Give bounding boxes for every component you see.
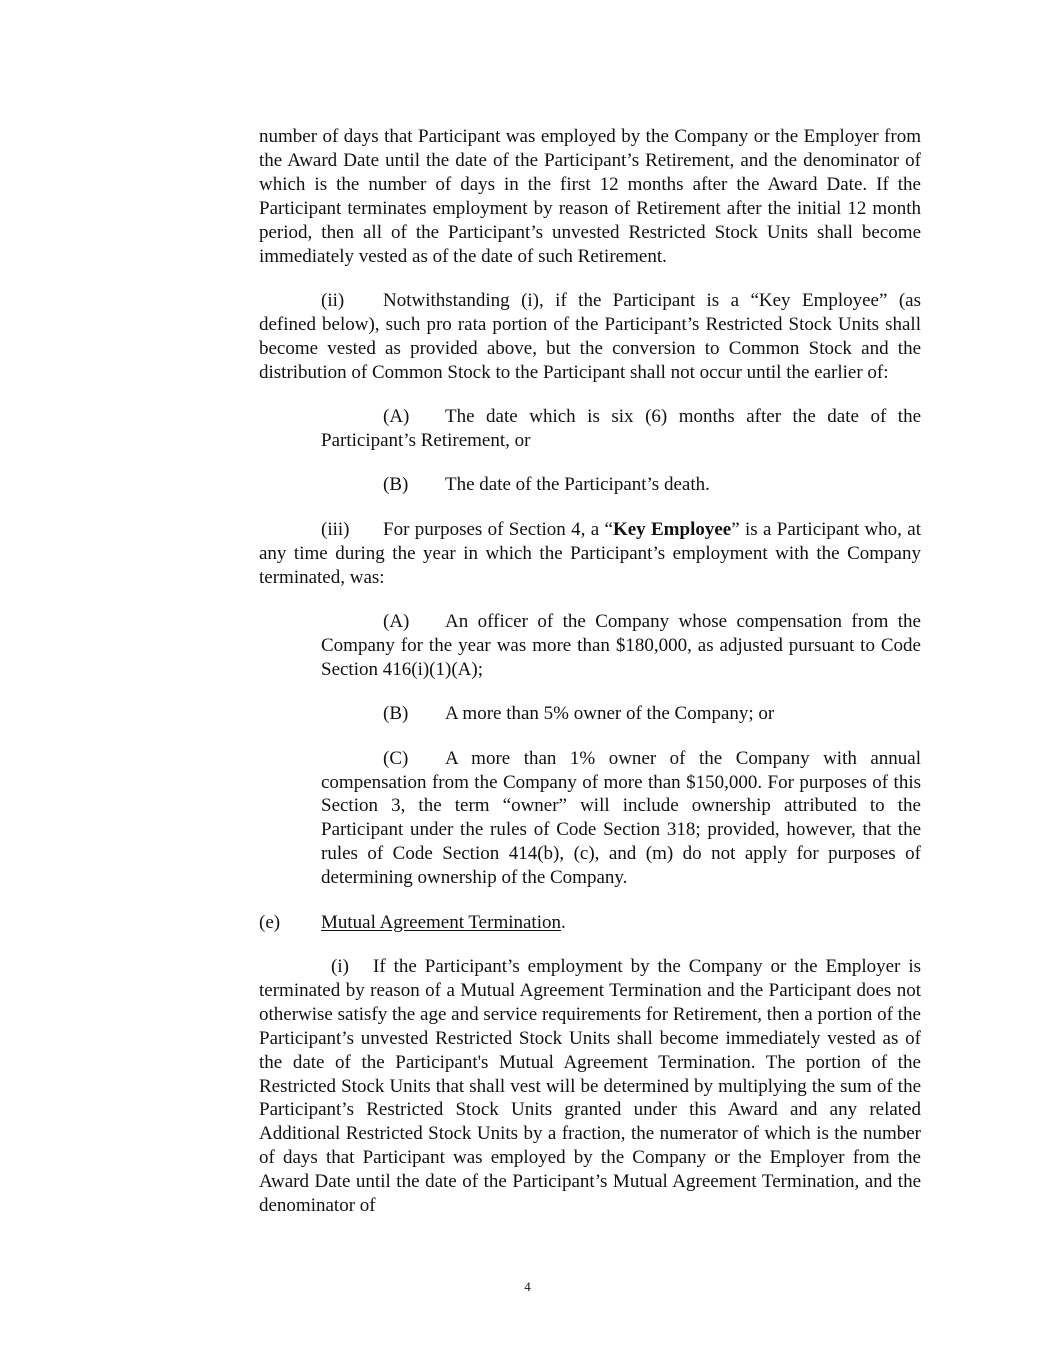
clause-iii-A-text: An officer of the Company whose compensation from the Company for the year was more than $180,000, as adjusted pursuant to Code Section 416(i)(1)(A); <box>321 611 921 680</box>
clause-ii-A-label: (A) <box>383 406 410 428</box>
clause-iii-A-label: (A) <box>383 611 410 632</box>
clause-ii-B-label: (B) <box>383 474 409 496</box>
clause-iii-label: (iii) <box>321 518 350 540</box>
clause-ii-B-text: The date of the Participant’s death. <box>445 474 710 496</box>
clause-iii-text-before: For purposes of Section 4, a “ <box>383 518 613 540</box>
clause-e-i-label: (i) <box>331 955 349 977</box>
key-employee-term: Key Employee <box>612 518 732 540</box>
document-body <box>259 125 921 1238</box>
section-e-title: Mutual Agreement Termination <box>321 911 561 933</box>
clause-iii-text-after: ” is a Participant who, at any time during the year in which the Participant’s employment with the Company terminated, was: <box>259 518 921 588</box>
clause-iii-B-label: (B) <box>383 703 409 725</box>
clause-iii-C-text: A more than 1% owner of the Company with annual compensation from the Company of more than $150,000. For purposes of this Section 3, the term “owner” will include ownership attributed to the Participant under the rules of Code Section 318; provided, however, that the rules of Code Section 414(b), (c), and (m) do not apply for purposes of determining ownership of the Company. <box>321 747 921 889</box>
section-e-period: . <box>561 911 566 933</box>
clause-ii-B <box>321 473 921 497</box>
clause-iii-B-text: A more than 5% owner of the Company; or <box>445 703 775 725</box>
section-e-heading <box>259 911 921 935</box>
clause-ii-text: Notwithstanding (i), if the Participant is a “Key Employee” (as defined below), such pro rata portion of the Participant’s Restricted Stock Units shall become vested as provided above, but the conversion to Common Stock and the distribution of Common Stock to the Participant shall not occur until the earlier of: <box>259 289 921 383</box>
clause-ii <box>259 289 921 385</box>
clause-iii-B <box>321 702 921 726</box>
clause-iii-A <box>321 610 921 682</box>
clause-iii <box>259 518 921 590</box>
page-number: 4 <box>524 1279 531 1294</box>
section-e-label: (e) <box>259 911 281 933</box>
clause-iii-C-label: (C) <box>383 747 409 769</box>
clause-e-i-text: If the Participant’s employment by the Company or the Employer is terminated by reason of a Mutual Agreement Termination and the Participant does not otherwise satisfy the age and service requirements for Retirement, then a portion of the Participant’s unvested Restricted Stock Units shall become immediately vested as of the date of the Participant's Mutual Agreement Termination. The portion of the Restricted Stock Units that shall vest will be determined by multiplying the sum of the Participant’s Restricted Stock Units granted under this Award and any related Additional Restricted Stock Units by a fraction, the numerator of which is the number of days that Participant was employed by the Company or the Employer from the Award Date until the date of the Participant’s Mutual Agreement Termination, and the denominator of <box>259 955 921 1217</box>
clause-ii-A <box>321 405 921 453</box>
clause-ii-label: (ii) <box>321 289 345 311</box>
clause-ii-A-text: The date which is six (6) months after the date of the Participant’s Retirement, or <box>321 406 921 451</box>
clause-e-i <box>259 955 921 1218</box>
intro-paragraph: number of days that Participant was employed by the Company or the Employer from the Award Date until the date of the Participant’s Retirement, and the denominator of which is the number of days in the first 12 months after the Award Date. If the Participant terminates employment by reason of Retirement after the initial 12 month period, then all of the Participant’s unvested Restricted Stock Units shall become immediately vested as of the date of such Retirement. <box>259 126 921 267</box>
clause-iii-C <box>321 747 921 890</box>
